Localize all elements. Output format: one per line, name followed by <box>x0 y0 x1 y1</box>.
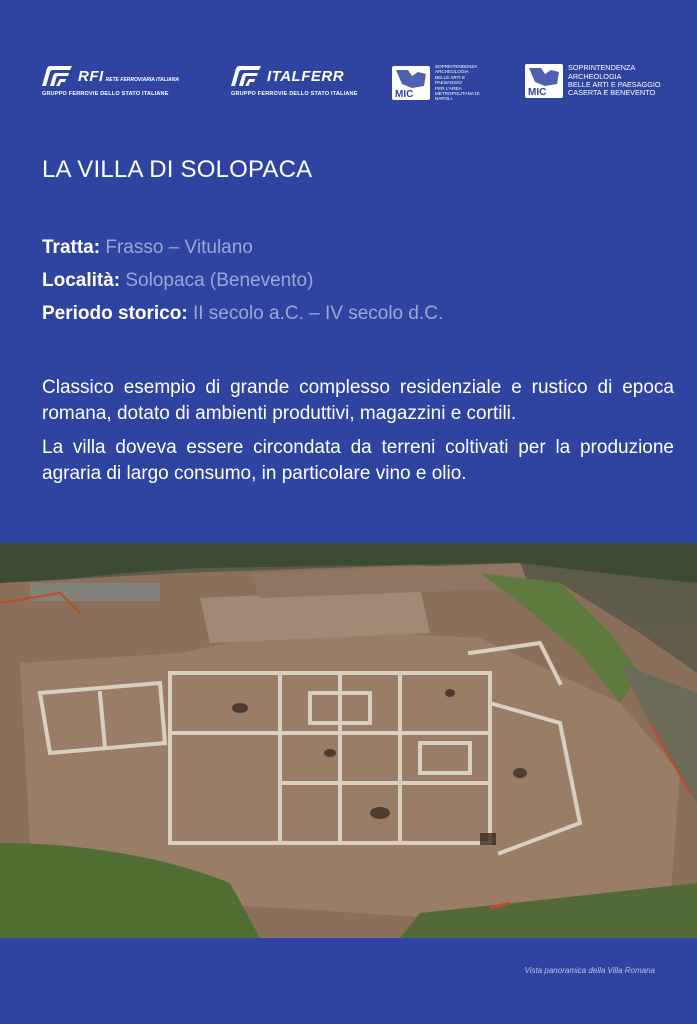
periodo-value: II secolo a.C. – IV secolo d.C. <box>192 303 444 324</box>
rfi-name: RFI <box>78 67 104 85</box>
description <box>42 375 674 495</box>
tratta-row <box>42 231 443 264</box>
page-title: LA VILLA DI SOLOPACA <box>42 156 313 183</box>
localita-label: Località: <box>42 270 121 291</box>
mic-napoli-logo <box>392 64 480 102</box>
description-paragraph: La villa doveva essere circondata da terreni coltivati per la produzione agraria di largo consumo, in particolare vino e olio. <box>42 437 674 484</box>
mic-caserta-text: SOPRINTENDENZA ARCHEOLOGIA BELLE ARTI E PAESAGGIO CASERTA E BENEVENTO <box>568 63 661 98</box>
mic-emblem-icon <box>392 66 430 100</box>
fs-mark-icon <box>42 64 76 88</box>
mic-caserta-logo <box>525 64 661 98</box>
mic-emblem-icon <box>525 64 563 98</box>
localita-row <box>42 264 443 297</box>
mic-napoli-text: SOPRINTENDENZA ARCHEOLOGIA BELLE ARTI E PAESAGGIO PER L'AREA METROPOLITANA DI NAPOLI <box>435 64 480 102</box>
photo-caption: Vista panoramica della Villa Romana <box>524 966 655 975</box>
localita-value: Solopaca (Benevento) <box>125 270 314 291</box>
info-block <box>42 231 443 330</box>
rfi-subtitle: GRUPPO FERROVIE DELLO STATO ITALIANE <box>42 91 169 97</box>
mic-name: MIC <box>395 88 414 100</box>
description-paragraph: Classico esempio di grande complesso residenziale e rustico di epoca romana, dotato di ambienti produttivi, magazzini e cortili. <box>42 377 674 424</box>
mic-name: MIC <box>528 87 547 98</box>
tratta-value: Frasso – Vitulano <box>105 237 253 258</box>
italferr-name: ITALFERR <box>267 67 345 85</box>
fs-mark-icon <box>231 64 265 88</box>
periodo-row <box>42 297 443 330</box>
rfi-logo <box>42 64 179 97</box>
tratta-label: Tratta: <box>42 237 101 258</box>
italferr-logo <box>231 64 358 97</box>
aerial-photo <box>0 543 697 938</box>
periodo-label: Periodo storico: <box>42 303 188 324</box>
logo-bar <box>0 60 697 110</box>
rfi-tag: RETE FERROVIARIA ITALIANA <box>105 77 180 83</box>
italferr-subtitle: GRUPPO FERROVIE DELLO STATO ITALIANE <box>231 91 358 97</box>
